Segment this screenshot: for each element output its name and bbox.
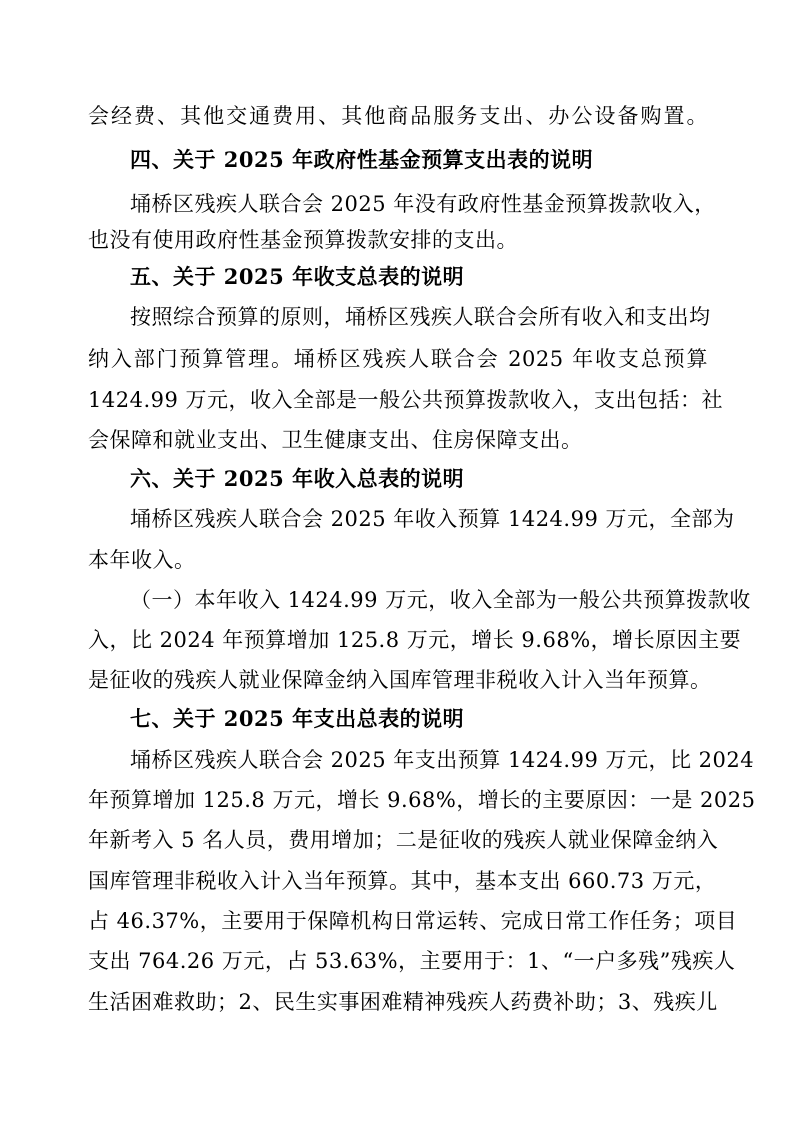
paragraph-line: 年预算增加 125.8 万元，增长 9.68%，增长的主要原因：一是 2025 [88, 788, 756, 812]
paragraph-line: （一）本年收入 1424.99 万元，收入全部为一般公共预算拨款收 [130, 588, 751, 612]
section-heading-4: 四、关于 2025 年政府性基金预算支出表的说明 [130, 147, 594, 172]
paragraph-line: 会经费、其他交通费用、其他商品服务支出、办公设备购置。 [88, 104, 708, 128]
paragraph-line: 本年收入。 [88, 548, 196, 572]
section-heading-5: 五、关于 2025 年收支总表的说明 [130, 264, 465, 289]
paragraph-line: 占 46.37%，主要用于保障机构日常运转、完成日常工作任务；项目 [88, 909, 738, 933]
paragraph-line: 支出 764.26 万元，占 53.63%，主要用于：1、“一户多残”残疾人 [88, 949, 736, 973]
paragraph-line: 入，比 2024 年预算增加 125.8 万元，增长 9.68%，增长原因主要 [88, 628, 742, 652]
paragraph-line: 纳入部门预算管理。埇桥区残疾人联合会 2025 年收支总预算 [88, 347, 708, 371]
paragraph-line: 也没有使用政府性基金预算拨款安排的支出。 [88, 228, 518, 252]
paragraph-line: 1424.99 万元，收入全部是一般公共预算拨款收入，支出包括：社 [88, 388, 724, 412]
section-heading-6: 六、关于 2025 年收入总表的说明 [130, 466, 465, 491]
paragraph-line: 会保障和就业支出、卫生健康支出、住房保障支出。 [88, 428, 583, 452]
paragraph-line: 埇桥区残疾人联合会 2025 年没有政府性基金预算拨款收入， [130, 192, 716, 216]
paragraph-line: 生活困难救助；2、民生实事困难精神残疾人药费补助；3、残疾儿 [88, 990, 718, 1014]
paragraph-line: 埇桥区残疾人联合会 2025 年支出预算 1424.99 万元，比 2024 [130, 748, 755, 772]
paragraph-line: 国库管理非税收入计入当年预算。其中，基本支出 660.73 万元， [88, 869, 717, 893]
paragraph-line: 按照综合预算的原则，埇桥区残疾人联合会所有收入和支出均 [130, 305, 711, 329]
paragraph-line: 年新考入 5 名人员，费用增加；二是征收的残疾人就业保障金纳入 [88, 828, 719, 852]
paragraph-line: 埇桥区残疾人联合会 2025 年收入预算 1424.99 万元，全部为 [130, 507, 735, 531]
section-heading-7: 七、关于 2025 年支出总表的说明 [130, 706, 465, 731]
paragraph-line: 是征收的残疾人就业保障金纳入国库管理非税收入计入当年预算。 [88, 668, 712, 692]
